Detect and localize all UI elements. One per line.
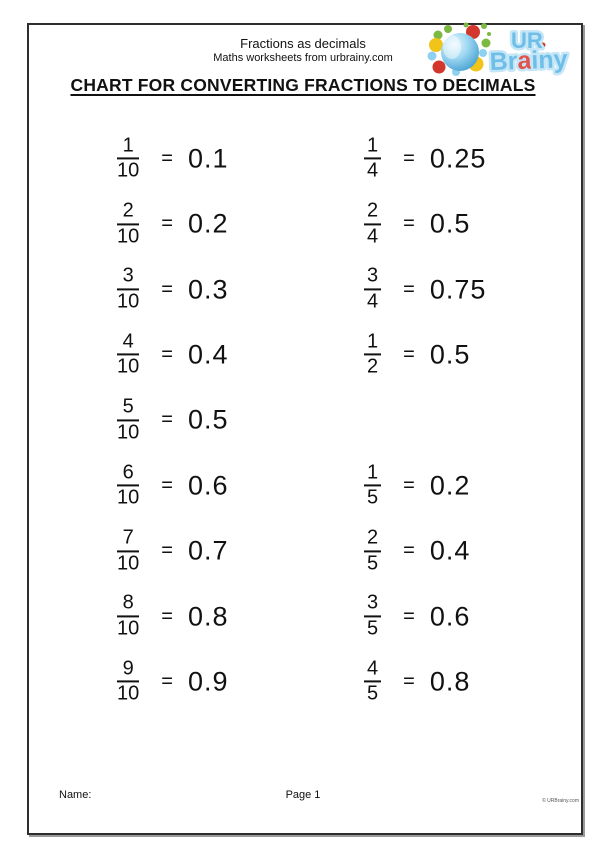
worksheet-source: Maths worksheets from urbrainy.com [213, 52, 393, 64]
fraction-denominator: 4 [367, 290, 379, 313]
logo-brainy-letter-group: iny [530, 45, 568, 75]
decimal-value: 0.75 [429, 273, 487, 304]
fraction-denominator: 10 [117, 486, 140, 509]
fraction [364, 658, 381, 705]
equals-sign: = [161, 343, 173, 366]
fraction-numerator: 9 [117, 658, 139, 683]
equals-sign: = [161, 408, 173, 431]
fraction-equation [117, 658, 228, 705]
equals-sign: = [403, 277, 415, 300]
equals-sign: = [403, 474, 415, 497]
urbrainy-logo [426, 22, 578, 76]
fraction-denominator: 5 [367, 486, 379, 509]
equals-sign: = [403, 670, 415, 693]
fraction-denominator: 10 [117, 617, 140, 640]
decimal-value: 0.4 [429, 535, 471, 566]
fraction-row [0, 191, 606, 256]
decimal-value: 0.2 [187, 208, 229, 239]
fraction-denominator: 4 [367, 225, 379, 248]
fraction-numerator: 6 [117, 462, 139, 487]
fraction-numerator: 1 [364, 331, 381, 356]
fraction [117, 200, 139, 247]
decimal-value: 0.5 [187, 404, 229, 435]
equals-sign: = [403, 604, 415, 627]
decimal-value: 0.7 [187, 535, 229, 566]
decimal-value: 0.6 [429, 600, 471, 631]
conversion-rows [0, 126, 606, 715]
fraction-denominator: 10 [117, 225, 140, 248]
fraction-numerator: 1 [364, 135, 381, 160]
fraction-numerator: 3 [364, 266, 381, 291]
fraction-row [0, 388, 606, 453]
decimal-value: 0.9 [187, 666, 229, 697]
fraction-denominator: 10 [117, 355, 140, 378]
fraction [117, 135, 139, 182]
fraction [364, 527, 381, 574]
fraction-row [0, 257, 606, 322]
fraction-equation [364, 462, 470, 509]
fraction-equation [364, 593, 470, 640]
equals-sign: = [161, 212, 173, 235]
fraction-equation [117, 200, 228, 247]
fraction [364, 593, 381, 640]
fraction-equation [364, 331, 470, 378]
decimal-value: 0.2 [429, 470, 471, 501]
fraction [117, 397, 139, 444]
decimal-value: 0.25 [429, 143, 487, 174]
page-number: Page 1 [285, 789, 321, 801]
fraction [364, 135, 381, 182]
fraction-equation [117, 397, 228, 444]
logo-head-highlight [443, 35, 461, 59]
equals-sign: = [161, 670, 173, 693]
fraction-equation [117, 135, 228, 182]
equals-sign: = [161, 277, 173, 300]
decimal-value: 0.5 [429, 208, 471, 239]
fraction-numerator: 4 [117, 331, 139, 356]
logo-ur-text: UR [511, 28, 543, 53]
fraction [117, 462, 139, 509]
fraction-row [0, 453, 606, 518]
name-label: Name: [59, 789, 92, 801]
fraction-numerator: 1 [117, 135, 139, 160]
fraction-numerator: 1 [364, 462, 381, 487]
equals-sign: = [403, 212, 415, 235]
fraction-equation [117, 331, 228, 378]
fraction-numerator: 7 [117, 527, 139, 552]
worksheet-subject: Fractions as decimals [240, 36, 366, 51]
fraction-equation [364, 135, 486, 182]
fraction [364, 462, 381, 509]
fraction [117, 658, 139, 705]
fraction-numerator: 3 [364, 593, 381, 618]
fraction-denominator: 10 [117, 682, 140, 705]
equals-sign: = [403, 539, 415, 562]
decimal-value: 0.6 [187, 470, 229, 501]
fraction-row [0, 518, 606, 583]
equals-sign: = [161, 474, 173, 497]
fraction-equation [117, 527, 228, 574]
equals-sign: = [161, 604, 173, 627]
fraction-denominator: 10 [117, 421, 140, 444]
fraction-equation [364, 266, 486, 313]
fraction [117, 593, 139, 640]
fraction-numerator: 8 [117, 593, 139, 618]
fraction-numerator: 2 [364, 527, 381, 552]
equals-sign: = [161, 147, 173, 170]
fraction [117, 527, 139, 574]
decimal-value: 0.8 [429, 666, 471, 697]
page-title: CHART FOR CONVERTING FRACTIONS TO DECIMALS [70, 75, 536, 95]
fraction-equation [364, 200, 470, 247]
equals-sign: = [403, 343, 415, 366]
fraction-equation [117, 593, 228, 640]
fraction-numerator: 5 [117, 397, 139, 422]
fraction-denominator: 2 [367, 355, 379, 378]
fraction-numerator: 2 [364, 200, 381, 225]
equals-sign: = [403, 147, 415, 170]
decimal-value: 0.5 [429, 339, 471, 370]
fraction [364, 331, 381, 378]
fraction-row [0, 322, 606, 387]
equals-sign: = [161, 539, 173, 562]
copyright-text: © URBrainy.com [542, 798, 579, 804]
logo-brainy-letter-group: Br [489, 47, 518, 76]
fraction-denominator: 10 [117, 290, 140, 313]
fraction [117, 266, 139, 313]
fraction-row [0, 126, 606, 191]
fraction-numerator: 2 [117, 200, 139, 225]
fraction-equation [364, 527, 470, 574]
logo-brainy-letter-group: a [517, 46, 532, 76]
decimal-value: 0.3 [187, 273, 229, 304]
fraction-denominator: 5 [367, 552, 379, 575]
decimal-value: 0.1 [187, 143, 229, 174]
fraction-denominator: 5 [367, 617, 379, 640]
fraction [364, 266, 381, 313]
fraction-equation [117, 462, 228, 509]
fraction-denominator: 10 [117, 159, 140, 182]
fraction-row [0, 584, 606, 649]
fraction [364, 200, 381, 247]
fraction-numerator: 4 [364, 658, 381, 683]
fraction-denominator: 5 [367, 682, 379, 705]
fraction [117, 331, 139, 378]
logo-brainy-text [489, 45, 568, 76]
fraction-denominator: 10 [117, 552, 140, 575]
fraction-equation [364, 658, 470, 705]
fraction-row [0, 649, 606, 714]
decimal-value: 0.4 [187, 339, 229, 370]
decimal-value: 0.8 [187, 600, 229, 631]
fraction-denominator: 4 [367, 159, 379, 182]
fraction-equation [117, 266, 228, 313]
fraction-numerator: 3 [117, 266, 139, 291]
